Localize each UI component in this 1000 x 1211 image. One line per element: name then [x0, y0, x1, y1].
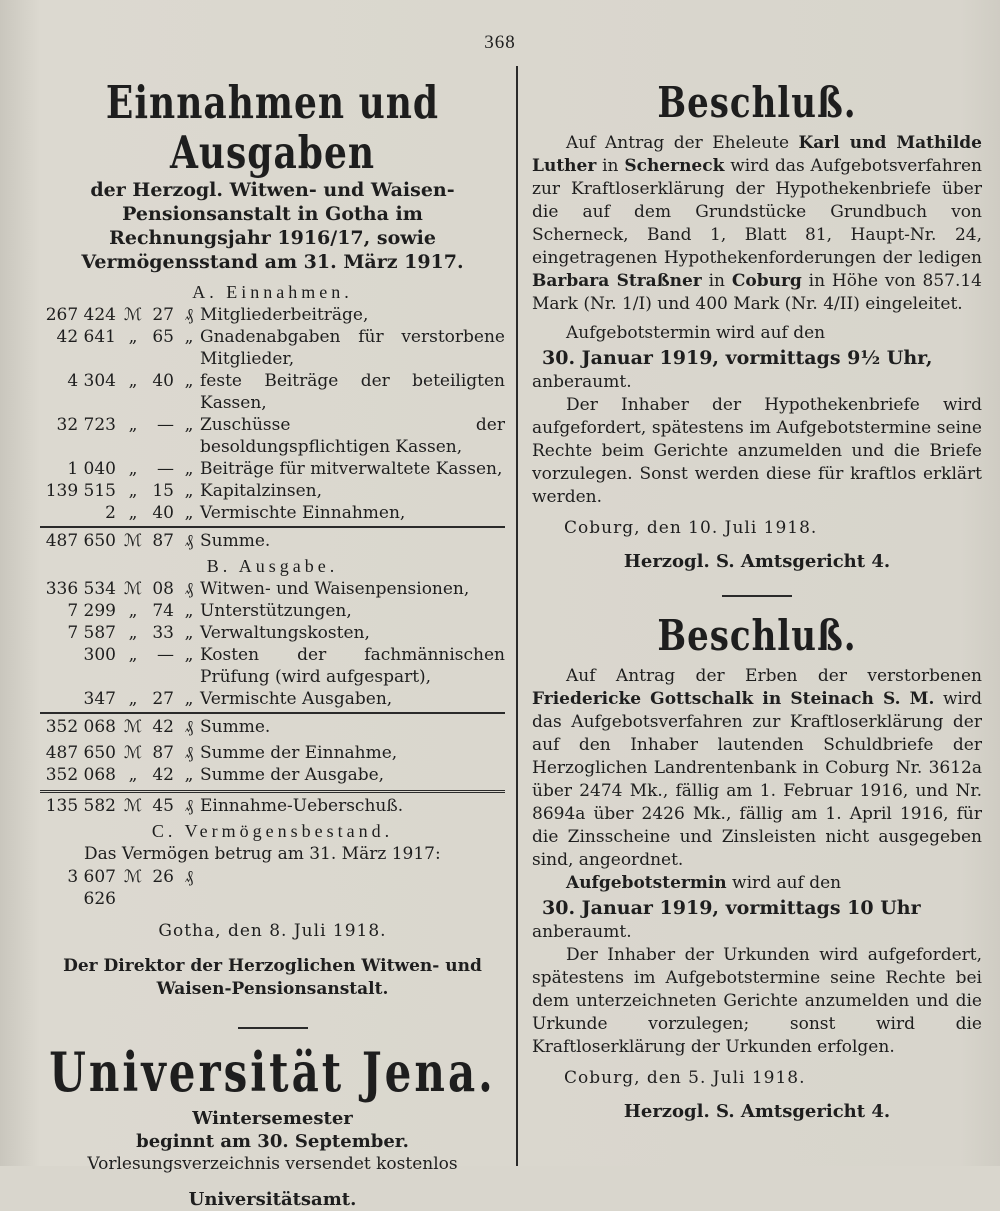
ledger-pfennig: — [157, 415, 174, 435]
ledger-row [40, 622, 505, 644]
ledger-row [40, 326, 505, 370]
b1-aufforderung: Der Inhaber der Hypothekenbriefe wird aufgefordert, spätestens im Aufgebotstermine seine Rechte beim Gerichte anzumelden und die Briefe vorzulegen. Sonst werden diese für kraftlos erklärt werden. [532, 395, 982, 507]
left-column [40, 78, 505, 1211]
ledger-pfennig: 87 [152, 531, 174, 551]
ledger-row [40, 790, 505, 817]
jena-universitaetsamt: Universitätsamt. [188, 1189, 357, 1210]
ledger-amount: 2 [105, 503, 116, 523]
vermoegen-amount: 3 607 626 [67, 867, 116, 909]
ledger-pfennig: 40 [152, 371, 174, 391]
ledger-pfennig-sign: ₰ [184, 743, 194, 763]
b1-city: Coburg [731, 271, 802, 291]
vermoegen-currency: ℳ [123, 867, 143, 887]
b1-text-c: wird das Aufgebotsverfahren zur Kraftloserklärung der Hypothekenbriefe über die auf dem Grundstücke Grundbuch von Scherneck, Band 1, Blatt 81, Haupt-Nr. 24, eingetragenen Hypothekenforderungen der ledigen [532, 156, 982, 268]
beschluss-1-title: Beschluß. [657, 78, 857, 128]
ledger-pfennig-sign: „ [184, 503, 194, 523]
b1-text-b: in [596, 156, 625, 176]
gotha-signature: Der Direktor der Herzoglichen Witwen- und Waisen-Pensionsanstalt. [63, 956, 482, 999]
ledger-pfennig-sign: ₰ [184, 531, 194, 551]
section-c-heading: C. Vermögensbestand. [151, 821, 394, 841]
ledger-pfennig-sign: „ [184, 765, 194, 785]
separator-rule-right [722, 595, 792, 597]
ledger-currency: ℳ [123, 579, 143, 599]
ledger-currency: „ [128, 645, 138, 665]
ledger-row [40, 304, 505, 326]
jena-vorlesung: Vorlesungsverzeichnis versendet kostenlos [87, 1154, 458, 1174]
jena-title: Universität Jena. [49, 1040, 496, 1105]
gotha-place-date: Gotha, den 8. Juli 1918. [158, 921, 387, 941]
ledger-currency: „ [128, 481, 138, 501]
ledger-amount: 1 040 [67, 459, 116, 479]
ledger-row [40, 370, 505, 414]
ledger-pfennig-sign: „ [184, 415, 194, 435]
ledger-pfennig: 42 [152, 765, 174, 785]
ledger-pfennig-sign: „ [184, 645, 194, 665]
b1-place-date: Coburg, den 10. Juli 1918. [564, 518, 818, 538]
ledger-description: Kosten der fachmännischen Prüfung (wird aufgespart), [200, 645, 505, 687]
column-divider [516, 66, 518, 1166]
ledger-pfennig: — [157, 459, 174, 479]
ledger-description: Witwen- und Waisenpensionen, [200, 579, 470, 599]
b1-termin-text: Aufgebotstermin wird auf den [566, 323, 826, 343]
ledger-amount: 347 [83, 689, 116, 709]
vermoegen-text: Das Vermögen betrug am 31. März 1917: [84, 844, 441, 864]
ledger-amount: 7 587 [67, 623, 116, 643]
ledger-description: Beiträge für mitverwaltete Kassen, [200, 459, 503, 479]
b1-names: Karl und Mathilde Luther [532, 133, 982, 176]
b2-date: 30. Januar 1919, vormittags 10 Uhr [542, 897, 921, 919]
ledger-currency: „ [128, 327, 138, 347]
ledger-pfennig: 65 [152, 327, 174, 347]
ledger-pfennig-sign: ₰ [184, 717, 194, 737]
ledger-description: Verwaltungskosten, [200, 623, 370, 643]
ledger-pfennig-sign: „ [184, 601, 194, 621]
ledger-pfennig: 33 [152, 623, 174, 643]
ledger-pfennig: 45 [152, 796, 174, 816]
b2-name: Friedericke Gottschalk in Steinach S. M. [532, 689, 935, 709]
b1-signature: Herzogl. S. Amtsgericht 4. [623, 551, 891, 572]
ledger-currency: ℳ [123, 305, 143, 325]
ledger-row [40, 578, 505, 600]
ledger-pfennig: 27 [152, 689, 174, 709]
ledger-amount: 7 299 [67, 601, 116, 621]
einnahmen-sum [40, 526, 505, 552]
ledger-pfennig-sign: „ [184, 623, 194, 643]
einnahmen-table [40, 304, 505, 524]
ledger-description: Zuschüsse der besoldungspflichtigen Kassen, [200, 415, 505, 457]
ledger-description: Summe der Einnahme, [200, 743, 398, 763]
ledger-amount: 352 068 [45, 717, 116, 737]
right-column [532, 78, 982, 1123]
ledger-amount: 32 723 [56, 415, 116, 435]
ledger-description: Einnahme-Ueberschuß. [200, 796, 404, 816]
ausgaben-table [40, 578, 505, 710]
ledger-pfennig: 08 [152, 579, 174, 599]
section-a-heading: A. Einnahmen. [192, 282, 353, 302]
ledger-pfennig-sign: „ [184, 689, 194, 709]
ledger-row [40, 764, 505, 786]
ledger-currency: ℳ [123, 743, 143, 763]
ledger-pfennig-sign: „ [184, 481, 194, 501]
ledger-pfennig-sign: „ [184, 327, 194, 347]
ledger-description: Vermischte Einnahmen, [200, 503, 406, 523]
vermoegen-pfennig: 26 [152, 867, 174, 887]
b2-aufforderung: Der Inhaber der Urkunden wird aufgefordert, spätestens im Aufgebotstermine seine Rechte bei dem unterzeichneten Gerichte anzumelden und die Urkunde vorzulegen; sonst wird die Kraftloserklärung der Urkunden erfolgen. [532, 945, 982, 1057]
b1-text-e: in Höhe von 857.14 Mark (Nr. 1/I) und 400 Mark (Nr. 4/II) eingeleitet. [532, 271, 982, 314]
ledger-currency: „ [128, 371, 138, 391]
ledger-row [40, 644, 505, 688]
ledger-amount: 42 641 [56, 327, 116, 347]
ledger-row [40, 688, 505, 710]
vermoegen-pfennig-sign: ₰ [184, 867, 194, 887]
ueberschuss-row [40, 790, 505, 817]
ledger-pfennig-sign: „ [184, 371, 194, 391]
ledger-description: Vermischte Ausgaben, [200, 689, 393, 709]
ledger-row [40, 480, 505, 502]
ledger-currency: „ [128, 503, 138, 523]
ledger-amount: 4 304 [67, 371, 116, 391]
ledger-row [40, 742, 505, 764]
ledger-description: Kapitalzinsen, [200, 481, 323, 501]
ledger-amount: 300 [83, 645, 116, 665]
ledger-description: Mitgliederbeiträge, [200, 305, 369, 325]
ledger-row [40, 458, 505, 480]
ledger-currency: „ [128, 623, 138, 643]
page-number: 368 [484, 32, 516, 53]
ledger-pfennig-sign: ₰ [184, 579, 194, 599]
b1-text-d: in [701, 271, 732, 291]
ledger-row [40, 526, 505, 552]
ledger-amount: 487 650 [45, 531, 116, 551]
jena-semester: Wintersemester [192, 1108, 353, 1129]
ledger-pfennig: 87 [152, 743, 174, 763]
ledger-amount: 487 650 [45, 743, 116, 763]
ledger-pfennig-sign: ₰ [184, 796, 194, 816]
ledger-pfennig: 40 [152, 503, 174, 523]
ledger-amount: 352 068 [45, 765, 116, 785]
beschluss-2-title: Beschluß. [657, 611, 857, 661]
ledger-currency: ℳ [123, 717, 143, 737]
ledger-pfennig-sign: ₰ [184, 305, 194, 325]
beschluss-2-text [532, 665, 982, 872]
jena-begin: beginnt am 30. September. [136, 1131, 409, 1152]
section-b-heading: B. Ausgabe. [206, 556, 339, 576]
ledger-amount: 336 534 [45, 579, 116, 599]
beschluss-1-text [532, 132, 982, 316]
ledger-pfennig: 15 [152, 481, 174, 501]
b1-person: Barbara Straßner [532, 271, 702, 291]
ledger-description: Summe. [200, 717, 271, 737]
ledger-currency: „ [128, 459, 138, 479]
report-subtitle: der Herzogl. Witwen- und Waisen-Pensionsanstalt in Gotha im Rechnungsjahr 1916/17, sowie Vermögensstand am 31. März 1917. [81, 179, 464, 273]
b2-text-b: wird das Aufgebotsverfahren zur Kraftloserklärung der auf den Inhaber lautenden Schuldbriefe der Herzoglichen Landrentenbank in Coburg Nr. 3612a über 2474 Mk., fällig am 1. Februar 1916, und Nr. 8694a über 2426 Mk., fällig am 1. April 1916, für die Zinsscheine und Zinsleisten nicht ausgegeben sind, angeordnet. [532, 689, 982, 870]
b1-place: Scherneck [624, 156, 725, 176]
ledger-row [40, 600, 505, 622]
ledger-currency: ℳ [123, 531, 143, 551]
ledger-description: Gnadenabgaben für verstorbene Mitglieder, [200, 327, 505, 369]
b2-place-date: Coburg, den 5. Juli 1918. [564, 1068, 806, 1088]
b1-date: 30. Januar 1919, vormittags 9½ Uhr, [542, 347, 933, 369]
ledger-row [40, 414, 505, 458]
b2-text-a: Auf Antrag der Erben der verstorbenen [566, 666, 982, 686]
ledger-description: feste Beiträge der beteiligten Kassen, [200, 371, 505, 413]
ledger-currency: „ [128, 689, 138, 709]
bilanz-table [40, 742, 505, 786]
ledger-amount: 267 424 [45, 305, 116, 325]
report-title: Einnahmen und Ausgaben [105, 76, 440, 180]
ledger-currency: „ [128, 765, 138, 785]
ledger-description: Unterstützungen, [200, 601, 352, 621]
ledger-row [40, 712, 505, 738]
b1-anberaumt: anberaumt. [532, 372, 632, 392]
b2-signature: Herzogl. S. Amtsgericht 4. [623, 1101, 891, 1122]
ledger-amount: 139 515 [45, 481, 116, 501]
b2-anberaumt: anberaumt. [532, 922, 632, 942]
b2-termin-bold: Aufgebotstermin [566, 873, 727, 893]
b2-termin-text [532, 872, 982, 895]
ledger-currency: ℳ [123, 796, 143, 816]
ledger-pfennig: — [157, 645, 174, 665]
ledger-pfennig: 42 [152, 717, 174, 737]
b2-termin-rest: wird auf den [726, 873, 842, 893]
ausgaben-sum [40, 712, 505, 738]
ledger-description: Summe. [200, 531, 271, 551]
ledger-row [40, 502, 505, 524]
ledger-pfennig: 74 [152, 601, 174, 621]
ledger-currency: „ [128, 601, 138, 621]
ledger-pfennig: 27 [152, 305, 174, 325]
ledger-pfennig-sign: „ [184, 459, 194, 479]
b1-text-a: Auf Antrag der Eheleute [566, 133, 799, 153]
separator-rule [238, 1027, 308, 1029]
ledger-currency: „ [128, 415, 138, 435]
vermoegen-value-row [40, 866, 505, 910]
ledger-amount: 135 582 [45, 796, 116, 816]
ledger-description: Summe der Ausgabe, [200, 765, 385, 785]
